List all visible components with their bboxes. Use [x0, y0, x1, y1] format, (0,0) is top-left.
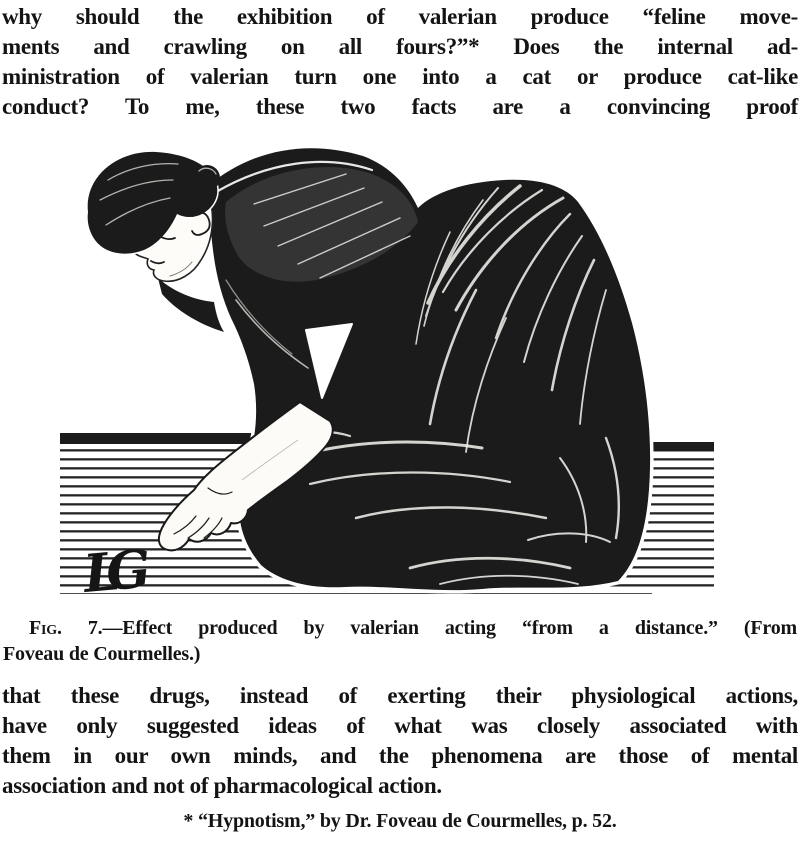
neck-shadow	[158, 278, 224, 332]
hair-bun	[194, 165, 220, 191]
woman-figure	[208, 148, 650, 590]
text-line: ministration of valerian turn one into a cat or produce cat-like	[2, 64, 798, 89]
text-line: that these drugs, instead of exerting their physiological actions,	[2, 683, 798, 708]
caption-figure-label: Fig. 7.—	[29, 617, 123, 639]
text-line: ments and crawling on all fours?”* Does the internal ad-	[2, 34, 798, 59]
footnote: * “Hypnotism,” by Dr. Foveau de Courmelles, p. 52.	[183, 810, 617, 832]
text-line: association and not of pharmacological action.	[2, 773, 442, 798]
caption-text: Effect produced by valerian acting “from a distance.” (From	[122, 617, 797, 639]
caption-line	[3, 615, 797, 641]
text-line: why should the exhibition of valerian produce “feline move-	[2, 4, 798, 29]
figure-caption	[0, 615, 800, 667]
paragraph-top	[0, 0, 800, 122]
text-line: have only suggested ideas of what was closely associated with	[2, 713, 798, 738]
paragraph-bottom	[0, 681, 800, 801]
text-line: them in our own minds, and the phenomena are those of mental	[2, 743, 798, 768]
figure-container	[58, 140, 718, 605]
artist-monogram: LG	[81, 539, 140, 605]
caption-line: Foveau de Courmelles.)	[3, 643, 201, 665]
figure-illustration	[58, 140, 718, 605]
woman-head	[88, 152, 224, 332]
text-line: conduct? To me, these two facts are a convincing proof	[2, 94, 798, 119]
